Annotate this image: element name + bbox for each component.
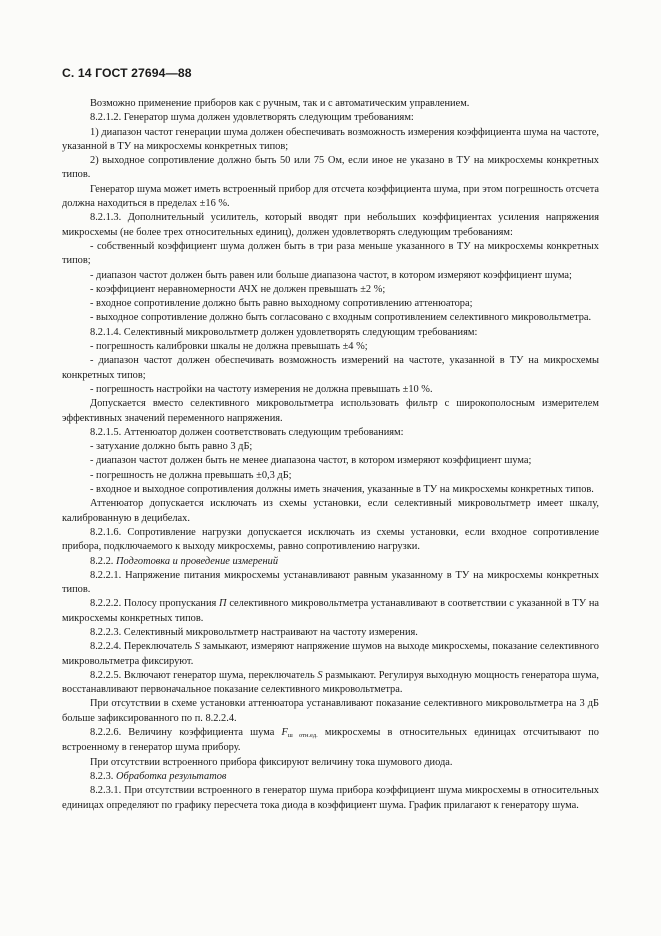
paragraph: 8.2.1.3. Дополнительный усилитель, который вводят при небольших коэффициентах усиления напряжения микросхемы (не более трех относительных единиц), должен удовлетворять следующим требованиям: <box>62 212 599 238</box>
paragraph: - собственный коэффициент шума должен быть в три раза меньше указанного в ТУ на микросхемы конкретных типов; <box>62 240 599 267</box>
paragraph: - погрешность не должна превышать ±0,3 дБ; <box>90 469 292 481</box>
paragraph: - диапазон частот должен обеспечивать возможность измерений на частоте, указанной в ТУ на микросхемы конкретных типов; <box>62 355 599 381</box>
paragraph: При отсутствии встроенного прибора фиксируют величину тока шумового диода. <box>90 756 453 768</box>
symbol-subscript: ш отн.ед. <box>287 732 318 740</box>
symbol-noise-figure: F <box>281 727 288 739</box>
page-header: С. 14 ГОСТ 27694—88 <box>62 66 192 80</box>
paragraph: - диапазон частот должен быть равен или больше диапазона частот, в котором измеряют коэффициент шума; <box>90 269 572 281</box>
paragraph: 8.2.2.3. Селективный микровольтметр настраивают на частоту измерения. <box>90 626 418 638</box>
text-run: микросхемы в относительных единицах отсчитывают по встроенному в генератор шума прибору. <box>62 727 599 754</box>
paragraph: - затухание должно быть равно 3 дБ; <box>90 441 253 453</box>
text-run: селективного микровольтметра устанавливают в соответствии с указанной в ТУ на микросхемы конкретных типов. <box>62 598 599 624</box>
paragraph: Допускается вместо селективного микровольтметра использовать фильтр с широкополосным измерителем эффективных значений переменного напряжения. <box>62 398 599 424</box>
text-run: 8.2.2.6. Величину коэффициента шума <box>90 727 282 739</box>
paragraph <box>62 669 599 698</box>
symbol-switch: S <box>317 669 323 681</box>
text-run: размыкают. Регулируя выходную мощность генератора шума, восстанавливают первоначальное показание селективного микровольтметра. <box>62 669 599 696</box>
paragraph: Возможно применение приборов как с ручным, так и с автоматическим управлением. <box>90 98 470 109</box>
paragraph: При отсутствии в схеме установки аттенюатора устанавливают показание селективного микровольтметра на 3 дБ больше зафиксированного по п. 8.2.2.4. <box>62 698 599 724</box>
paragraph: 2) выходное сопротивление должно быть 50 или 75 Ом, если иное не указано в ТУ на микросхемы конкретных типов. <box>62 155 599 181</box>
paragraph: - коэффициент неравномерности АЧХ не должен превышать ±2 %; <box>90 283 386 295</box>
paragraph: 8.2.3.1. При отсутствии встроенного в генератор шума прибора коэффициент шума микросхемы в относительных единицах определяют по графику пересчета тока диода в коэффициент шума. График прилагают к генератору шума. <box>62 785 599 811</box>
paragraph: 8.2.1.2. Генератор шума должен удовлетворять следующим требованиям: <box>90 112 414 124</box>
paragraph: - входное и выходное сопротивления должны иметь значения, указанные в ТУ на микросхемы конкретных типов. <box>90 484 594 496</box>
paragraph <box>62 726 599 756</box>
symbol-switch: S <box>194 641 200 653</box>
section-heading <box>62 555 599 569</box>
section-number: 8.2.2. <box>90 555 114 567</box>
paragraph: 1) диапазон частот генерации шума должен обеспечивать возможность измерения коэффициента шума на частоте, указанной в ТУ на микросхемы конкретных типов; <box>62 126 599 152</box>
paragraph <box>62 597 599 626</box>
section-number: 8.2.3. <box>90 770 114 782</box>
section-title: Подготовка и проведение измерений <box>116 555 279 567</box>
text-run: 8.2.2.5. Включают генератор шума, переключатель <box>90 669 318 681</box>
document-body <box>62 97 599 813</box>
paragraph: - входное сопротивление должно быть равно выходному сопротивлению аттенюатора; <box>90 298 473 310</box>
text-run: 8.2.2.2. Полосу пропускания <box>90 598 220 610</box>
paragraph: - диапазон частот должен быть не менее диапазона частот, в котором измеряют коэффициент шума; <box>90 455 532 467</box>
paragraph: - погрешность калибровки шкалы не должна превышать ±4 %; <box>90 341 368 353</box>
paragraph: Аттенюатор допускается исключать из схемы установки, если селективный микровольтметр имеет шкалу, калиброванную в децибелах. <box>62 498 599 524</box>
paragraph <box>62 640 599 669</box>
paragraph: - погрешность настройки на частоту измерения не должна превышать ±10 %. <box>90 383 433 395</box>
paragraph: 8.2.1.4. Селективный микровольтметр должен удовлетворять следующим требованиям: <box>90 326 478 338</box>
paragraph: - выходное сопротивление должно быть согласовано с входным сопротивлением селективного микровольтметра. <box>90 312 592 324</box>
text-run: замыкают, измеряют напряжение шумов на выходе микросхемы, показание селективного микровольтметра фиксируют. <box>62 641 599 667</box>
paragraph: Генератор шума может иметь встроенный прибор для отсчета коэффициента шума, при этом погрешность отсчета должна находиться в пределах ±16 %. <box>62 183 599 210</box>
section-heading <box>62 770 599 784</box>
paragraph: 8.2.1.6. Сопротивление нагрузки допускается исключать из схемы установки, если входное сопротивление прибора, подключаемого к выходу микросхемы, равно сопротивлению нагрузки. <box>62 526 599 553</box>
paragraph: 8.2.2.1. Напряжение питания микросхемы устанавливают равным указанному в ТУ на микросхемы конкретных типов. <box>62 569 599 596</box>
paragraph: 8.2.1.5. Аттенюатор должен соответствовать следующим требованиям: <box>90 426 404 438</box>
section-title: Обработка результатов <box>116 770 227 782</box>
symbol-bandwidth: П <box>219 598 227 610</box>
text-run: 8.2.2.4. Переключатель <box>90 641 195 653</box>
